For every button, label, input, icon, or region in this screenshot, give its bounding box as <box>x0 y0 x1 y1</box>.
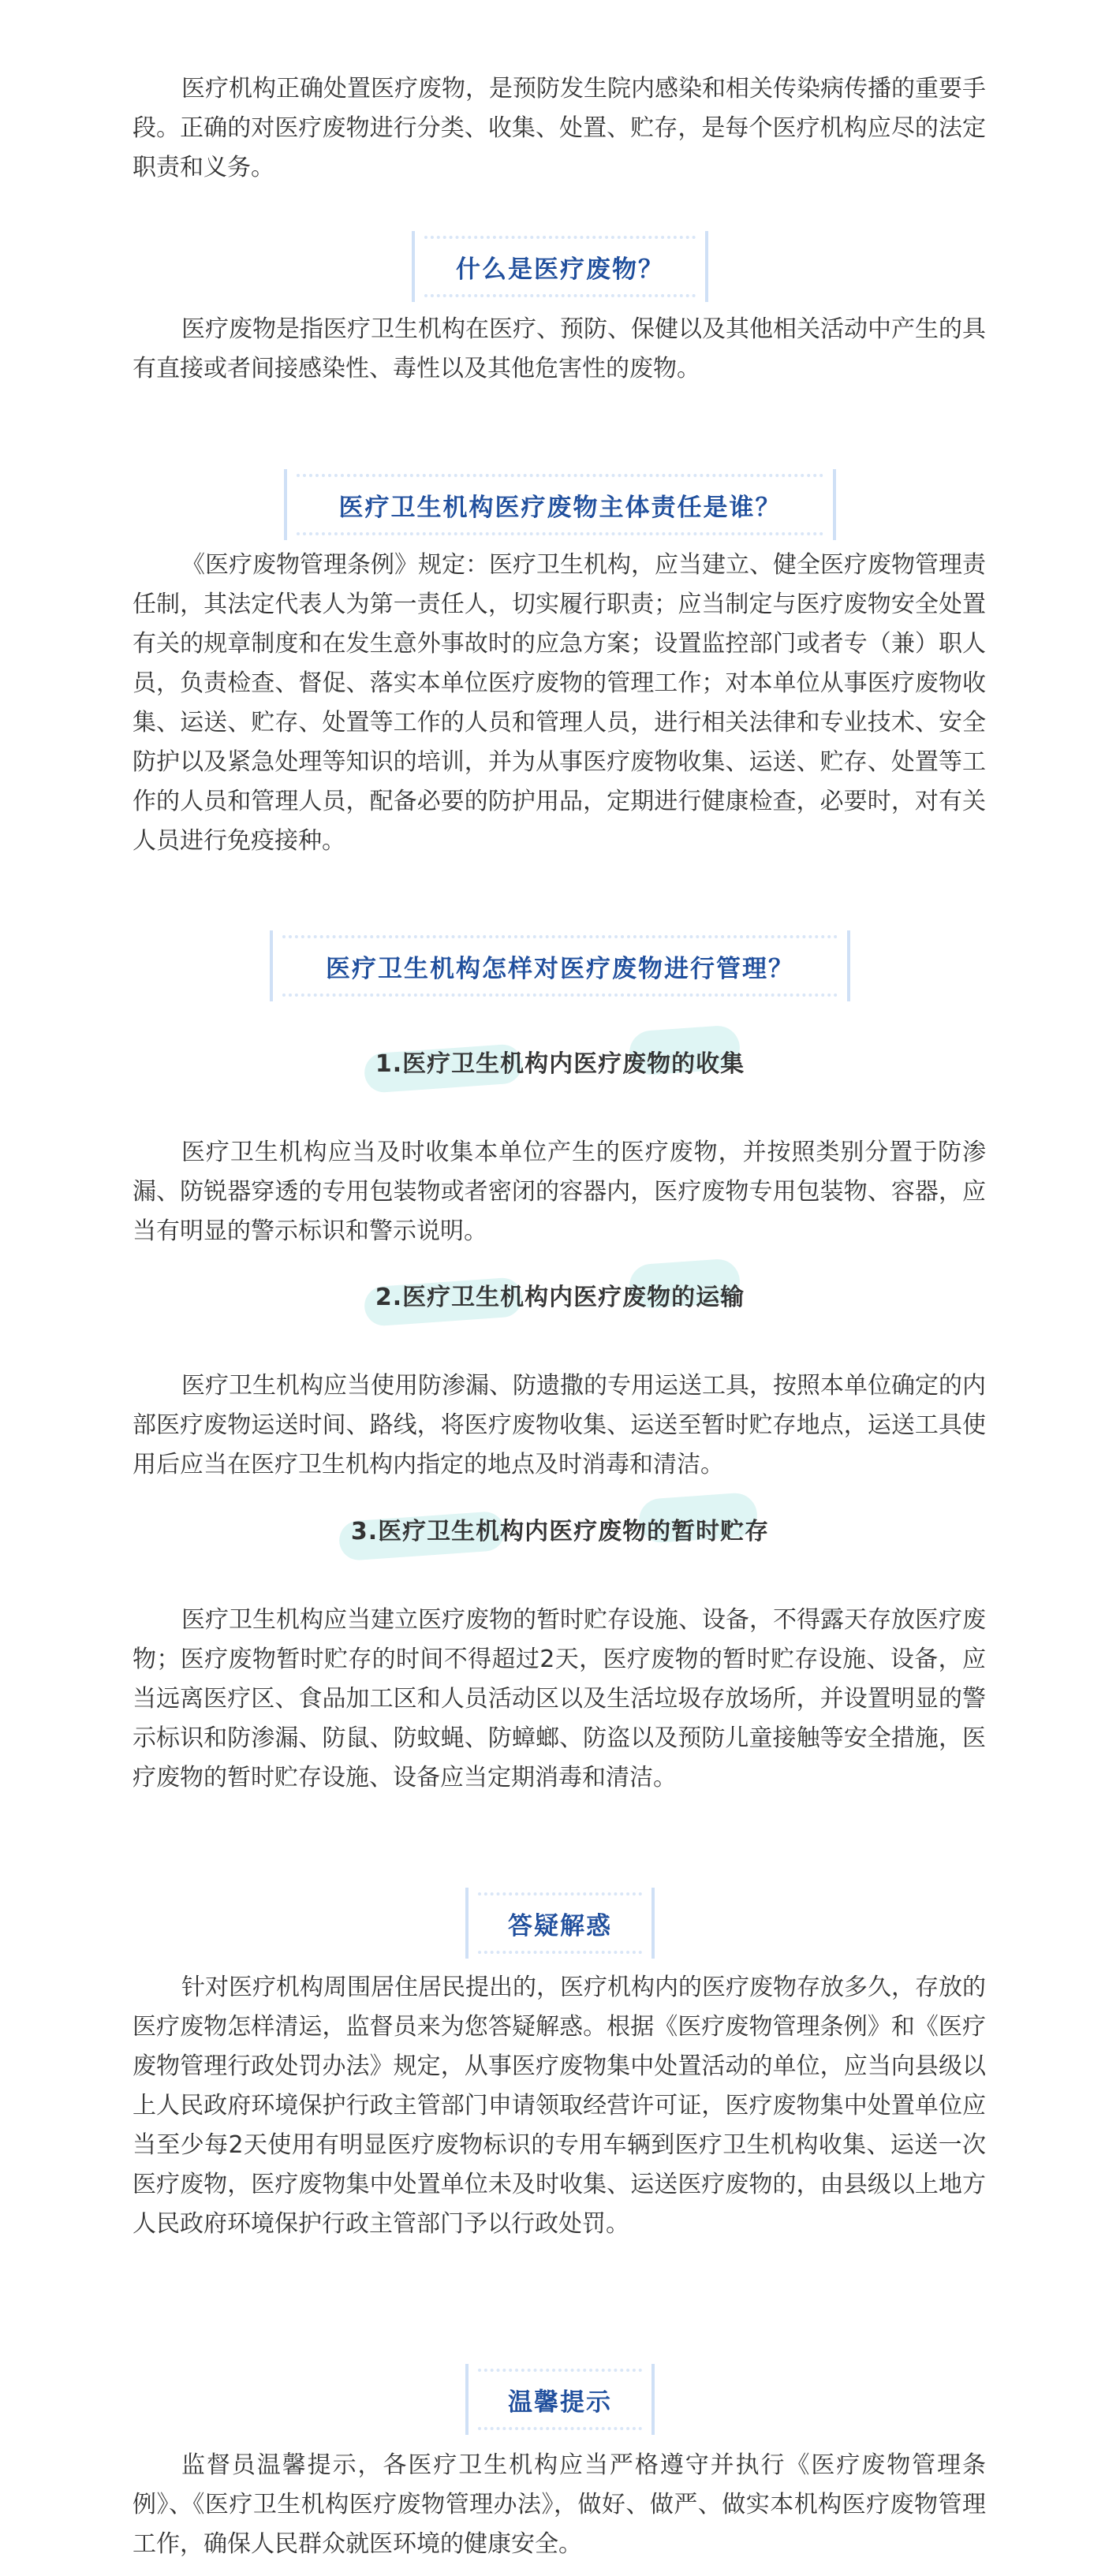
section-title-management: 医疗卫生机构怎样对医疗废物进行管理？ <box>326 954 794 983</box>
section-heading-management <box>270 930 850 1001</box>
subheading-collection <box>0 1035 1120 1090</box>
subheading-title: 1.医疗卫生机构内医疗废物的收集 <box>375 1050 745 1078</box>
qa-paragraph: 针对医疗机构周围居住居民提出的，医疗机构内的医疗废物存放多久，存放的医疗废物怎样清运，监督员来为您答疑解惑。根据《医疗废物管理条例》和《医疗废物管理行政处罚办法》规定，从事医疗废物集中处置活动的单位，应当向县级以上人民政府环境保护行政主管部门申请领取经营许可证，医疗废物集中处置单位应当至少每2天使用有明显医疗废物标识的专用车辆到医疗卫生机构收集、运送一次医疗废物，医疗废物集中处置单位未及时收集、运送医疗废物的，由县级以上地方人民政府环境保护行政主管部门予以行政处罚。 <box>133 1974 986 2238</box>
section-title-qa: 答疑解惑 <box>508 1911 612 1940</box>
tips-paragraph: 监督员温馨提示，各医疗卫生机构应当严格遵守并执行《医疗废物管理条例》、《医疗卫生机构医疗废物管理办法》，做好、做严、做实本机构医疗废物管理工作，确保人民群众就医环境的健康安全。 <box>133 2451 986 2558</box>
responsibility-paragraph: 《医疗废物管理条例》规定：医疗卫生机构，应当建立、健全医疗废物管理责任制，其法定代表人为第一责任人，切实履行职责；应当制定与医疗废物安全处置有关的规章制度和在发生意外事故时的应急方案；设置监控部门或者专（兼）职人员，负责检查、督促、落实本单位医疗废物的管理工作；对本单位从事医疗废物收集、运送、贮存、处置等工作的人员和管理人员，进行相关法律和专业技术、安全防护以及紧急处理等知识的培训，并为从事医疗废物收集、运送、贮存、处置等工作的人员和管理人员，配备必要的防护用品，定期进行健康检查，必要时，对有关人员进行免疫接种。 <box>133 551 986 855</box>
storage-paragraph: 医疗卫生机构应当建立医疗废物的暂时贮存设施、设备，不得露天存放医疗废物；医疗废物暂时贮存的时间不得超过2天，医疗废物的暂时贮存设施、设备，应当远离医疗区、食品加工区和人员活动区以及生活垃圾存放场所，并设置明显的警示标识和防渗漏、防鼠、防蚊蝇、防蟑螂、防盗以及预防儿童接触等安全措施，医疗废物的暂时贮存设施、设备应当定期消毒和清洁。 <box>133 1606 986 1791</box>
subheading-title: 3.医疗卫生机构内医疗废物的暂时贮存 <box>350 1518 770 1545</box>
collection-paragraph: 医疗卫生机构应当及时收集本单位产生的医疗废物，并按照类别分置于防渗漏、防锐器穿透的专用包装物或者密闭的容器内，医疗废物专用包装物、容器，应当有明显的警示标识和警示说明。 <box>133 1139 986 1245</box>
section-heading-responsibility <box>284 469 836 540</box>
intro-paragraph: 医疗机构正确处置医疗废物，是预防发生院内感染和相关传染病传播的重要手段。正确的对医疗废物进行分类、收集、处置、贮存，是每个医疗机构应尽的法定职责和义务。 <box>133 75 986 181</box>
section-heading-what <box>412 231 708 302</box>
section-title-what: 什么是医疗废物？ <box>456 255 664 284</box>
subheading-title: 2.医疗卫生机构内医疗废物的运输 <box>375 1284 745 1311</box>
section-title-responsibility: 医疗卫生机构医疗废物主体责任是谁？ <box>338 493 782 522</box>
transport-paragraph: 医疗卫生机构应当使用防渗漏、防遗撒的专用运送工具，按照本单位确定的内部医疗废物运送时间、路线，将医疗废物收集、运送至暂时贮存地点，运送工具使用后应当在医疗卫生机构内指定的地点及时消毒和清洁。 <box>133 1372 986 1478</box>
section-heading-qa <box>465 1888 655 1959</box>
subheading-transport <box>0 1268 1120 1323</box>
section-title-tips: 温馨提示 <box>508 2388 612 2417</box>
what-paragraph: 医疗废物是指医疗卫生机构在医疗、预防、保健以及其他相关活动中产生的具有直接或者间接感染性、毒性以及其他危害性的废物。 <box>133 315 986 382</box>
section-heading-tips <box>465 2364 655 2435</box>
subheading-storage <box>0 1502 1120 1557</box>
